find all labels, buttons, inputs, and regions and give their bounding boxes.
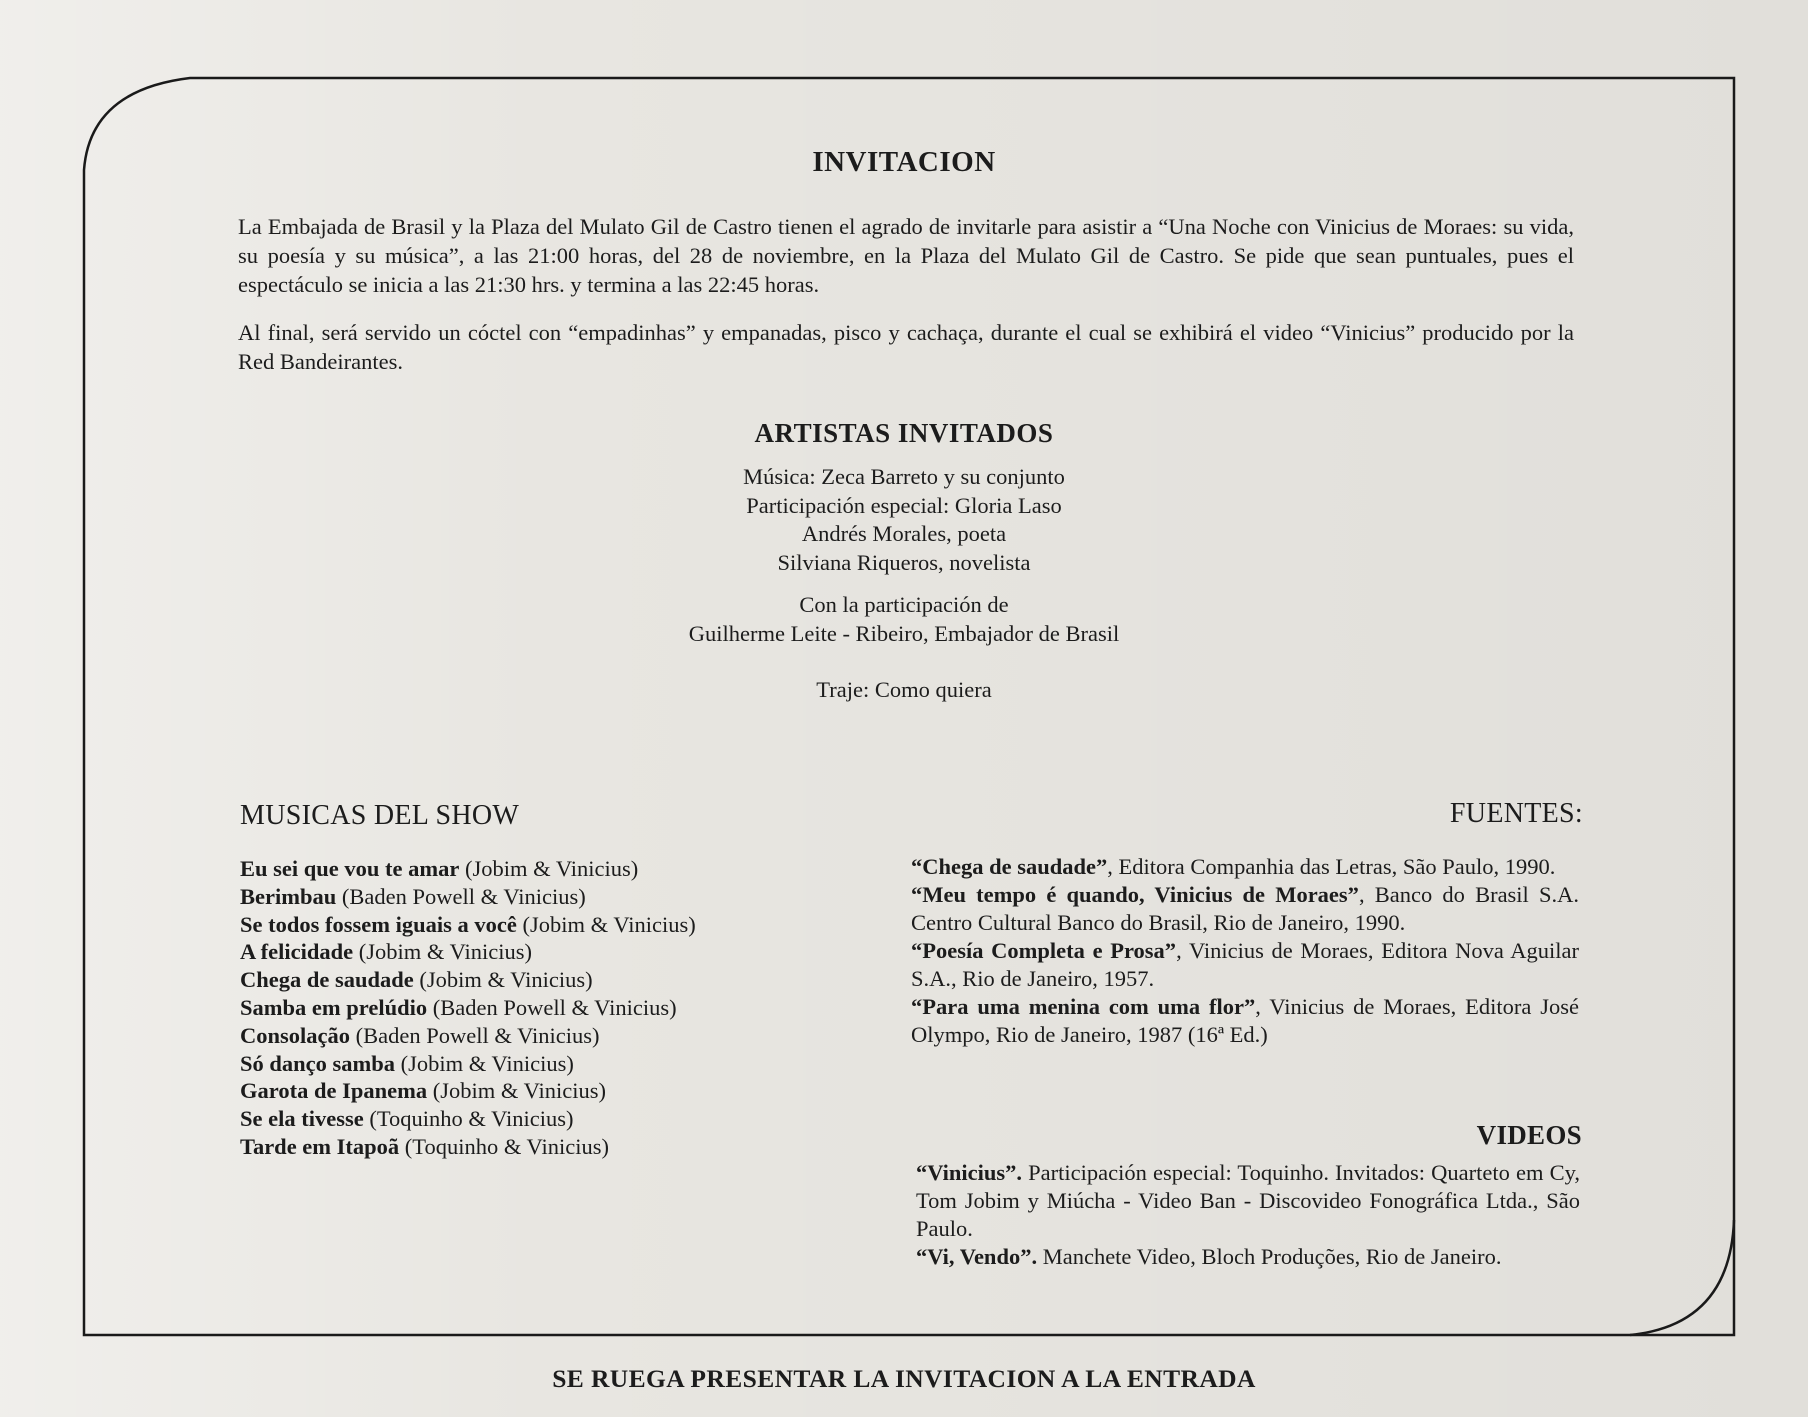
song-item <box>240 855 880 883</box>
source-item <box>911 853 1579 881</box>
song-credit: (Toquinho & Vinicius) <box>363 1106 574 1132</box>
songs-heading: MUSICAS DEL SHOW <box>240 800 520 831</box>
footer-notice: SE RUEGA PRESENTAR LA INVITACION A LA ENTRADA <box>552 1364 1256 1393</box>
invitation-paragraph-2: Al final, será servido un cóctel con “empadinhas” y empanadas, pisco y cachaça, durante el cual se exhibirá el video “Vinicius” producido por la Red Bandeirantes. <box>238 320 1574 374</box>
song-item <box>240 994 880 1022</box>
artist-line: Participación especial: Gloria Laso <box>746 492 1062 518</box>
source-item <box>911 881 1579 937</box>
source-title: “Para uma menina com uma flor” <box>911 994 1256 1019</box>
song-title: Só danço samba <box>240 1050 396 1076</box>
song-credit: (Baden Powell & Vinicius) <box>427 994 677 1020</box>
song-item <box>240 1077 880 1105</box>
song-credit: (Baden Powell & Vinicius) <box>350 1022 600 1048</box>
sources-list <box>911 853 1579 1049</box>
song-item <box>240 1050 880 1078</box>
invitation-title: INVITACION <box>812 146 996 178</box>
participation-name: Guilherme Leite - Ribeiro, Embajador de Brasil <box>688 620 1120 646</box>
song-title: Se todos fossem iguais a você <box>240 911 517 937</box>
song-credit: (Jobim & Vinicius) <box>459 856 639 881</box>
song-credit: (Baden Powell & Vinicius) <box>336 883 586 909</box>
song-title: Samba em prelúdio <box>240 994 428 1020</box>
song-title: Tarde em Itapoã <box>240 1133 400 1159</box>
song-credit: (Jobim & Vinicius) <box>353 939 532 965</box>
source-detail: , Banco do Brasil S.A. Centro Cultural Banco do Brasil, Rio de Janeiro, 1990. <box>911 882 1579 935</box>
song-item <box>240 911 880 939</box>
video-item <box>916 1243 1580 1271</box>
artist-line: Silviana Riqueros, novelista <box>777 549 1031 575</box>
song-item <box>240 883 880 911</box>
source-title: “Chega de saudade” <box>911 854 1108 879</box>
song-item <box>240 966 880 994</box>
video-item <box>916 1159 1580 1243</box>
song-title: A felicidade <box>240 939 354 965</box>
videos-list <box>916 1159 1580 1271</box>
source-detail: , Vinicius de Moraes, Editora Nova Aguilar S.A., Rio de Janeiro, 1957. <box>911 938 1579 991</box>
song-item <box>240 938 880 966</box>
song-title: Se ela tivesse <box>240 1106 364 1132</box>
video-title: “Vi, Vendo”. <box>916 1244 1038 1269</box>
source-item <box>911 937 1579 993</box>
song-credit: (Jobim & Vinicius) <box>413 967 593 993</box>
invitation-paragraph-1: La Embajada de Brasil y la Plaza del Mulato Gil de Castro tienen el agrado de invitarle para asistir a “Una Noche con Vinicius de Moraes: su vida, su poesía y su música”, a las 21:00 horas, del 28 de noviembre, en la Plaza del Mulato Gil de Castro. Se pide que sean puntuales, pues el espectáculo se inicia a las 21:30 hrs. y termina a las 22:45 horas. <box>238 214 1574 297</box>
song-item <box>240 1022 880 1050</box>
artists-title: ARTISTAS INVITADOS <box>754 418 1054 448</box>
song-credit: (Jobim & Vinicius) <box>395 1050 574 1076</box>
song-credit: (Toquinho & Vinicius) <box>399 1133 609 1159</box>
source-detail: , Vinicius de Moraes, Editora José Olympo, Rio de Janeiro, 1987 (16ª Ed.) <box>911 994 1579 1047</box>
artist-line: Andrés Morales, poeta <box>801 521 1007 546</box>
sources-heading: FUENTES: <box>1449 798 1583 829</box>
participation-intro: Con la participación de <box>799 592 1009 617</box>
videos-heading: VIDEOS <box>1476 1120 1582 1150</box>
source-title: “Poesía Completa e Prosa” <box>911 938 1177 963</box>
attire-line: Traje: Como quiera <box>816 677 992 702</box>
song-item <box>240 1105 880 1133</box>
song-item <box>240 1133 880 1161</box>
video-detail: Participación especial: Toquinho. Invitados: Quarteto em Cy, Tom Jobim y Miúcha - Video Ban - Discovideo Fonográfica Ltda., São Paulo. <box>916 1160 1580 1241</box>
artists-list <box>0 463 1808 577</box>
source-title: “Meu tempo é quando, Vinicius de Moraes” <box>911 882 1359 907</box>
song-title: Consolação <box>240 1022 351 1048</box>
song-title: Chega de saudade <box>240 967 414 993</box>
video-detail: Manchete Video, Bloch Produções, Rio de Janeiro. <box>1037 1244 1502 1269</box>
video-title: “Vinicius”. <box>916 1160 1023 1185</box>
song-credit: (Jobim & Vinicius) <box>427 1078 606 1104</box>
song-title: Eu sei que vou te amar <box>240 856 460 881</box>
song-credit: (Jobim & Vinicius) <box>516 911 696 937</box>
artist-line: Música: Zeca Barreto y su conjunto <box>743 464 1065 489</box>
source-item <box>911 993 1579 1049</box>
source-detail: , Editora Companhia das Letras, São Paulo, 1990. <box>1107 854 1556 879</box>
song-title: Garota de Ipanema <box>240 1078 428 1104</box>
participation-block <box>0 591 1808 648</box>
song-title: Berimbau <box>240 883 337 909</box>
songs-list <box>240 855 880 1161</box>
